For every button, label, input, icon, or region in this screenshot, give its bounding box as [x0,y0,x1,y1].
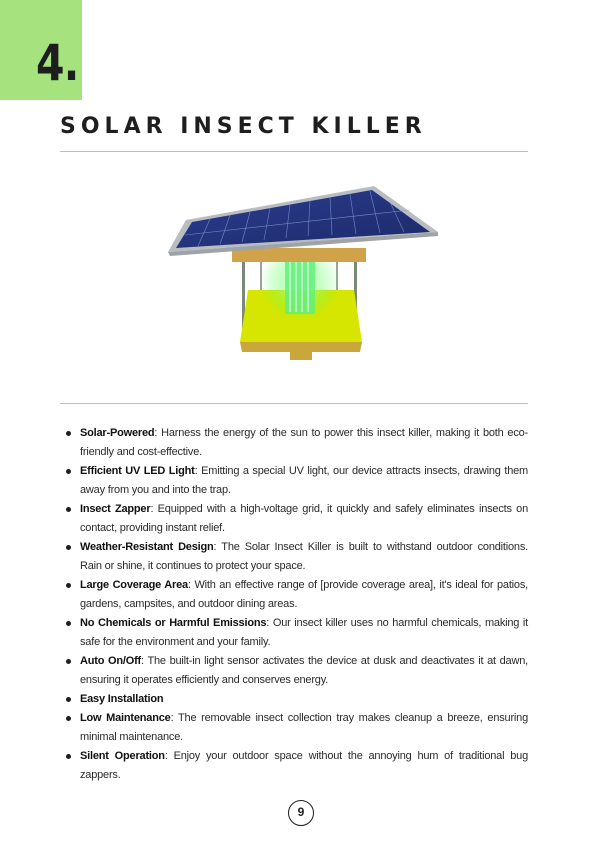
feature-name: Low Maintenance [80,712,171,724]
feature-separator: : [164,750,174,762]
page-number: 9 [288,800,314,826]
feature-description: Our insect killer uses no harmful chemicals, making it safe for the environment and your family. [80,617,528,648]
feature-list [60,424,528,785]
feature-description: Harness the energy of the sun to power this insect killer, making it both eco-friendly and cost-effective. [80,427,528,458]
feature-separator: : [266,617,273,629]
feature-separator: : [187,579,195,591]
feature-description: Equipped with a high-voltage grid, it quickly and safely eliminates insects on contact, providing instant relief. [80,503,529,534]
feature-name: Large Coverage Area [80,579,188,591]
list-item [60,424,528,462]
list-item [60,690,528,709]
solar-insect-killer-image [140,172,456,372]
feature-separator: : [170,712,179,724]
feature-separator: : [150,503,158,515]
page-title: SOLAR INSECT KILLER [60,114,427,139]
list-item [60,500,528,538]
image-divider [60,403,528,404]
feature-separator: : [141,655,148,667]
feature-name: Auto On/Off [80,655,142,667]
feature-name: Insect Zapper [80,503,151,515]
title-divider [60,151,528,152]
feature-separator: : [213,541,222,553]
list-item [60,462,528,500]
list-item [60,747,528,785]
list-item [60,614,528,652]
feature-description: Emitting a special UV light, our device attracts insects, drawing them away from you and into the trap. [80,465,528,496]
feature-separator: : [154,427,162,439]
feature-name: Weather-Resistant Design [80,541,214,553]
list-item [60,652,528,690]
feature-separator: : [194,465,202,477]
list-item [60,538,528,576]
list-item [60,576,528,614]
list-item [60,709,528,747]
feature-name: Silent Operation [80,750,165,762]
feature-name: Efficient UV LED Light [80,465,195,477]
feature-description: The Solar Insect Killer is built to withstand outdoor conditions. Rain or shine, it continues to protect your space. [80,541,528,572]
feature-name: No Chemicals or Harmful Emissions [80,617,267,629]
feature-description: With an effective range of [provide coverage area], it's ideal for patios, gardens, campsites, and outdoor dining areas. [80,579,529,610]
feature-name: Easy Installation [80,693,164,705]
feature-name: Solar-Powered [80,427,155,439]
feature-description: Enjoy your outdoor space without the annoying hum of traditional bug zappers. [80,750,528,781]
section-number: 4. [36,34,79,92]
feature-description: The removable insect collection tray makes cleanup a breeze, ensuring minimal maintenance. [80,712,529,743]
feature-description: The built-in light sensor activates the device at dusk and deactivates it at dawn, ensuring it operates efficiently and conserves energy. [80,655,528,686]
